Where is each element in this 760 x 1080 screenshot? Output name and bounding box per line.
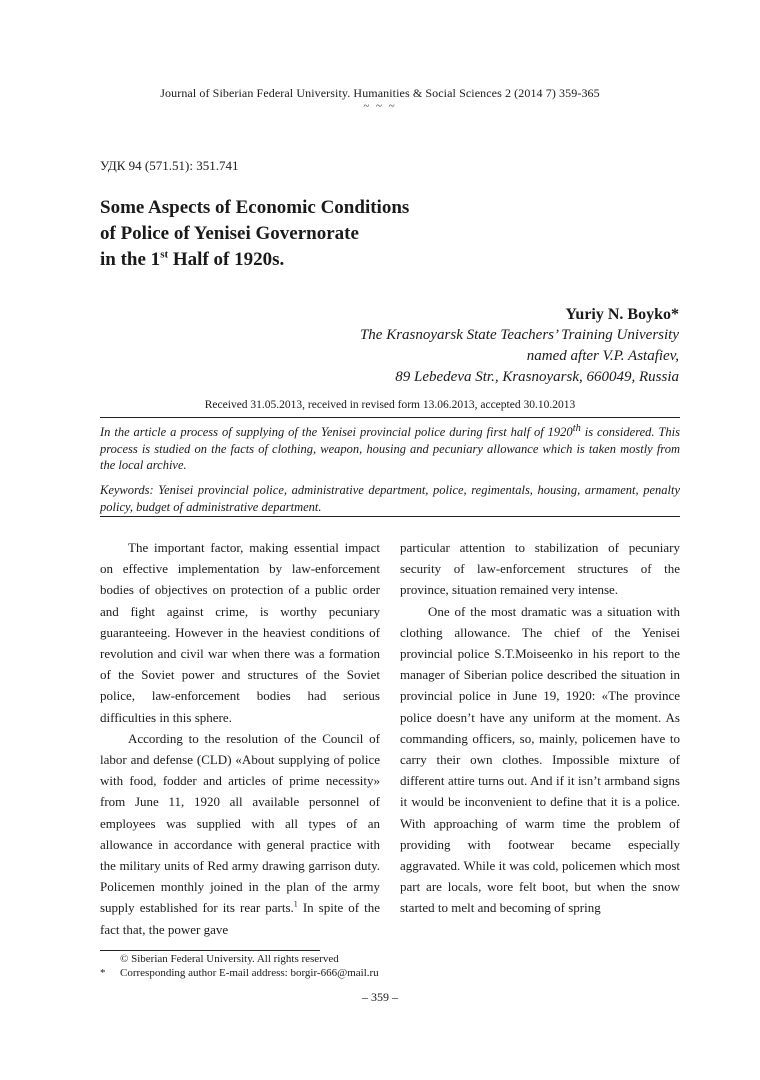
corresponding-author-email: Corresponding author E-mail address: borgir-666@mail.ru [120,967,379,979]
body-column-left [100,537,380,940]
footnote-mark-empty [100,952,120,966]
footnote-mark: * [100,967,106,979]
udc-code: УДК 94 (571.51): 351.741 [100,158,239,173]
title-superscript: st [160,248,169,261]
author-name: Yuriy N. Boyko* [565,306,679,323]
header-separator: ~ ~ ~ [363,100,397,112]
received-dates: Received 31.05.2013, received in revised form 13.06.2013, accepted 30.10.2013 [204,399,576,411]
affiliation-line-3: 89 Lebedeva Str., Krasnoyarsk, 660049, Russia [395,369,679,385]
body-paragraph: The important factor, making essential impact on effective implementation by law-enforcement bodies of objectives on protection of a public order and fight against crime, is worthy pecuniary guaranteeing. However in the heaviest conditions of revolution and civil war when there was a formation of the Soviet power and structures of the Soviet police, law-enforcement bodies had serious difficulties in this sphere. [100,540,380,725]
title-line-2: of Police of Yenisei Governorate [100,223,359,244]
abstract-top-rule [100,417,680,418]
body-column-right [400,537,680,919]
footnote-rule [100,950,320,951]
abstract-pre: In the article a process of supplying of the Yenisei provincial police during first half of 1920 [100,425,573,440]
copyright-text: © Siberian Federal University. All rights reserved [120,953,339,965]
body-paragraph: particular attention to stabilization of pecuniary security of law-enforcement structures of the province, situation remained very intense. [400,540,680,598]
affiliation-line-2: named after V.P. Astafiev, [526,348,679,364]
body-paragraph: One of the most dramatic was a situation with clothing allowance. The chief of the Yenisei provincial police S.T.Moiseenko in his report to the manager of Siberian police described the situation in provincial police in June 19, 1920: «The province police doesn’t have any uniform at the moment. As commanding officers, so, mainly, policemen have to carry their own clothes. Impossible mixture of different attire turns out. And if it isn’t armband signs it would be inconvenient to define that it is a police. With approaching of warm time the problem of providing with footwear became especially aggravated. While it was cold, policemen which most part are locals, wore felt boot, but when the snow started to melt and becoming of spring [400,603,680,916]
body-text: According to the resolution of the Council of labor and defense (CLD) «About supplying of police with food, fodder and articles of prime necessity» from June 11, 1920 all available personnel of employees was supplied with all types of an allowance in accordance with general practice with the military units of Red army drawing garrison duty. Policemen monthly joined in the plan of the army supply established for its rear parts. [100,730,380,916]
title-line-3-post: Half of 1920s. [168,249,285,270]
title-line-3-pre: in the 1 [100,249,161,270]
article-title [100,195,520,273]
footnote-corresponding [100,966,500,980]
affiliation-line-1: The Krasnoyarsk State Teachers’ Training University [359,327,679,343]
footnotes [100,952,500,980]
abstract-post: is considered. This process is studied on the facts of clothing, weapon, housing and pecuniary allowance which is taken mostly from the local archive. [100,425,680,473]
abstract-superscript: th [572,423,581,434]
page-number: – 359 – [362,990,398,1004]
footnote-ref: 1 [293,900,298,910]
title-line-1: Some Aspects of Economic Conditions [100,197,410,218]
author-block [360,304,679,388]
body-text: In spite of the fact that, the power gave [100,900,381,937]
abstract-bottom-rule [100,516,680,517]
footnote-copyright [100,952,500,966]
abstract [100,421,680,474]
title-line-3 [100,247,520,273]
body-paragraph [100,728,380,940]
journal-header: Journal of Siberian Federal University. Humanities & Social Sciences 2 (2014 7) 359-365 [160,86,600,100]
keywords: Keywords: Yenisei provincial police, administrative department, police, regimentals, housing, armament, penalty policy, budget of administrative department. [100,483,680,514]
